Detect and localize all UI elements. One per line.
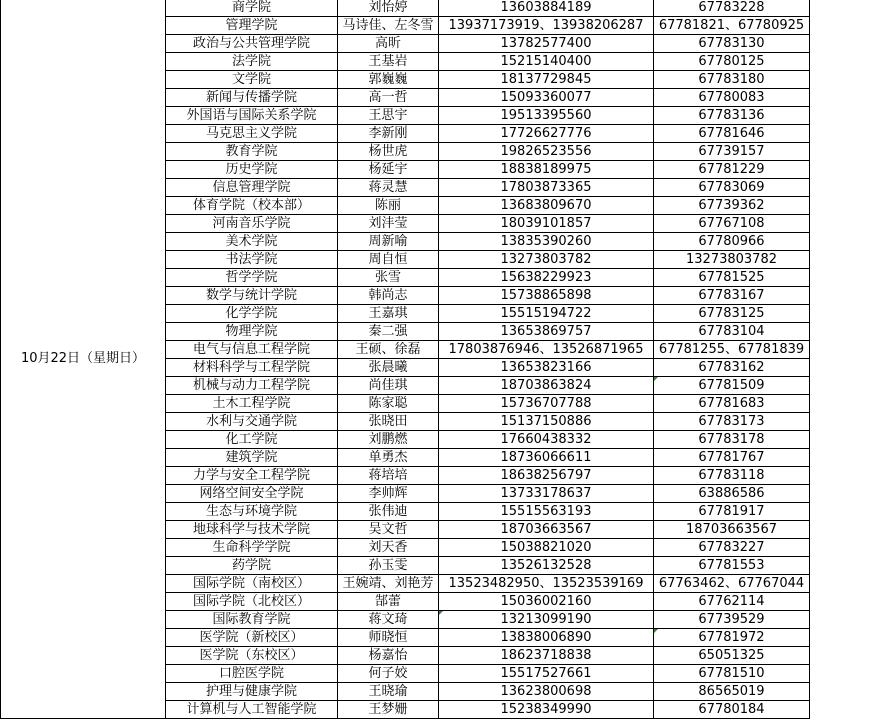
mobile-cell[interactable]: 18638256797 (439, 467, 654, 485)
contact-cell[interactable]: 陈丽 (338, 197, 439, 215)
office-phone-cell[interactable]: 67783118 (654, 467, 810, 485)
college-cell[interactable]: 材料科学与工程学院 (166, 359, 338, 377)
office-phone-cell[interactable]: 67739157 (654, 143, 810, 161)
mobile-cell[interactable]: 13653869757 (439, 323, 654, 341)
office-phone-cell[interactable]: 67781553 (654, 557, 810, 575)
office-phone-cell[interactable]: 67783227 (654, 539, 810, 557)
office-phone-cell[interactable]: 67783136 (654, 107, 810, 125)
college-cell[interactable]: 外国语与国际关系学院 (166, 107, 338, 125)
office-phone-cell[interactable]: 63886586 (654, 485, 810, 503)
office-phone-cell[interactable]: 67783069 (654, 179, 810, 197)
office-phone-cell[interactable]: 67739529 (654, 611, 810, 629)
mobile-cell[interactable]: 15736707788 (439, 395, 654, 413)
office-phone-cell[interactable]: 67767108 (654, 215, 810, 233)
college-cell[interactable]: 体育学院（校本部） (166, 197, 338, 215)
office-phone-cell[interactable]: 67780083 (654, 89, 810, 107)
contact-cell[interactable]: 孙玉雯 (338, 557, 439, 575)
mobile-cell[interactable]: 15093360077 (439, 89, 654, 107)
office-phone-cell[interactable]: 67781509 (654, 377, 810, 395)
contact-cell[interactable]: 周自恒 (338, 251, 439, 269)
mobile-cell[interactable]: 18838189975 (439, 161, 654, 179)
contact-cell[interactable]: 郭巍巍 (338, 71, 439, 89)
date-cell[interactable]: 10月22日（星期日） (1, 0, 166, 719)
mobile-cell[interactable]: 17726627776 (439, 125, 654, 143)
mobile-cell[interactable]: 13782577400 (439, 35, 654, 53)
contact-cell[interactable]: 韩尚志 (338, 287, 439, 305)
contact-cell[interactable]: 王思宇 (338, 107, 439, 125)
office-phone-cell[interactable]: 13273803782 (654, 251, 810, 269)
college-cell[interactable]: 水利与交通学院 (166, 413, 338, 431)
office-phone-cell[interactable]: 67781972 (654, 629, 810, 647)
college-cell[interactable]: 书法学院 (166, 251, 338, 269)
college-cell[interactable]: 数学与统计学院 (166, 287, 338, 305)
college-cell[interactable]: 国际教育学院 (166, 611, 338, 629)
college-cell[interactable]: 计算机与人工智能学院 (166, 701, 338, 719)
college-cell[interactable]: 国际学院（北校区） (166, 593, 338, 611)
mobile-cell[interactable]: 15638229923 (439, 269, 654, 287)
contact-cell[interactable]: 刘天香 (338, 539, 439, 557)
contact-cell[interactable]: 张晨曦 (338, 359, 439, 377)
contact-cell[interactable]: 张晓田 (338, 413, 439, 431)
contact-cell[interactable]: 张雪 (338, 269, 439, 287)
college-cell[interactable]: 新闻与传播学院 (166, 89, 338, 107)
office-phone-cell[interactable]: 67783173 (654, 413, 810, 431)
college-cell[interactable]: 河南音乐学院 (166, 215, 338, 233)
contact-cell[interactable]: 刘鹏燃 (338, 431, 439, 449)
contact-cell[interactable]: 吴文哲 (338, 521, 439, 539)
mobile-cell[interactable]: 13523482950、13523539169 (439, 575, 654, 593)
college-cell[interactable]: 商学院 (166, 0, 338, 17)
mobile-cell[interactable]: 15036002160 (439, 593, 654, 611)
contact-cell[interactable]: 师晓恒 (338, 629, 439, 647)
contact-cell[interactable]: 高一哲 (338, 89, 439, 107)
college-cell[interactable]: 网络空间安全学院 (166, 485, 338, 503)
contact-cell[interactable]: 杨嘉怡 (338, 647, 439, 665)
college-cell[interactable]: 医学院（东校区） (166, 647, 338, 665)
college-cell[interactable]: 教育学院 (166, 143, 338, 161)
college-cell[interactable]: 美术学院 (166, 233, 338, 251)
mobile-cell[interactable]: 17803876946、13526871965 (439, 341, 654, 359)
college-cell[interactable]: 地球科学与技术学院 (166, 521, 338, 539)
table-row (1, 0, 810, 17)
college-cell[interactable]: 生命科学学院 (166, 539, 338, 557)
mobile-cell[interactable]: 13937173919、13938206287 (439, 17, 654, 35)
college-cell[interactable]: 国际学院（南校区） (166, 575, 338, 593)
mobile-cell[interactable]: 15038821020 (439, 539, 654, 557)
contact-cell[interactable]: 王基岩 (338, 53, 439, 71)
office-phone-cell[interactable]: 65051325 (654, 647, 810, 665)
contact-cell[interactable]: 张伟迪 (338, 503, 439, 521)
mobile-cell[interactable]: 13733178637 (439, 485, 654, 503)
contact-cell[interactable]: 李帅辉 (338, 485, 439, 503)
office-phone-cell[interactable]: 67783162 (654, 359, 810, 377)
college-cell[interactable]: 物理学院 (166, 323, 338, 341)
mobile-cell[interactable]: 18137729845 (439, 71, 654, 89)
contact-cell[interactable]: 刘怡婷 (338, 0, 439, 17)
office-phone-cell[interactable]: 67783125 (654, 305, 810, 323)
contact-cell[interactable]: 王嘉琪 (338, 305, 439, 323)
contact-cell[interactable]: 王梦姗 (338, 701, 439, 719)
contact-cell[interactable]: 马诗佳、左冬雪 (338, 17, 439, 35)
office-phone-cell[interactable]: 67781646 (654, 125, 810, 143)
mobile-cell[interactable]: 13838006890 (439, 629, 654, 647)
contact-cell[interactable]: 郜蕾 (338, 593, 439, 611)
college-cell[interactable]: 管理学院 (166, 17, 338, 35)
college-cell[interactable]: 化工学院 (166, 431, 338, 449)
mobile-cell[interactable]: 13835390260 (439, 233, 654, 251)
office-phone-cell[interactable]: 67781525 (654, 269, 810, 287)
office-phone-cell[interactable]: 67781767 (654, 449, 810, 467)
office-phone-cell[interactable]: 67783178 (654, 431, 810, 449)
office-phone-cell[interactable]: 67780184 (654, 701, 810, 719)
office-phone-cell[interactable]: 67781510 (654, 665, 810, 683)
mobile-cell[interactable]: 17803873365 (439, 179, 654, 197)
office-phone-cell[interactable]: 86565019 (654, 683, 810, 701)
college-cell[interactable]: 化学学院 (166, 305, 338, 323)
office-phone-cell[interactable]: 67781821、67780925 (654, 17, 810, 35)
office-phone-cell[interactable]: 67783180 (654, 71, 810, 89)
mobile-cell[interactable]: 15238349990 (439, 701, 654, 719)
contact-cell[interactable]: 蒋培培 (338, 467, 439, 485)
office-phone-cell[interactable]: 67781255、67781839 (654, 341, 810, 359)
mobile-cell[interactable]: 13653823166 (439, 359, 654, 377)
mobile-cell[interactable]: 15738865898 (439, 287, 654, 305)
mobile-cell[interactable]: 13623800698 (439, 683, 654, 701)
contact-cell[interactable]: 蒋灵慧 (338, 179, 439, 197)
mobile-cell[interactable]: 18736066611 (439, 449, 654, 467)
college-cell[interactable]: 医学院（新校区） (166, 629, 338, 647)
college-cell[interactable]: 药学院 (166, 557, 338, 575)
mobile-cell[interactable]: 18703663567 (439, 521, 654, 539)
office-phone-cell[interactable]: 67783130 (654, 35, 810, 53)
contact-cell[interactable]: 杨世虎 (338, 143, 439, 161)
contact-cell[interactable]: 刘沣莹 (338, 215, 439, 233)
office-phone-cell[interactable]: 18703663567 (654, 521, 810, 539)
mobile-cell[interactable]: 15137150886 (439, 413, 654, 431)
contact-cell[interactable]: 王晓瑜 (338, 683, 439, 701)
mobile-cell[interactable]: 13273803782 (439, 251, 654, 269)
office-phone-cell[interactable]: 67739362 (654, 197, 810, 215)
mobile-cell[interactable]: 15515563193 (439, 503, 654, 521)
office-phone-cell[interactable]: 67783167 (654, 287, 810, 305)
college-cell[interactable]: 建筑学院 (166, 449, 338, 467)
college-cell[interactable]: 政治与公共管理学院 (166, 35, 338, 53)
college-cell[interactable]: 口腔医学院 (166, 665, 338, 683)
college-cell[interactable]: 机械与动力工程学院 (166, 377, 338, 395)
mobile-cell[interactable]: 13603884189 (439, 0, 654, 17)
office-phone-cell[interactable]: 67783104 (654, 323, 810, 341)
mobile-cell[interactable]: 15517527661 (439, 665, 654, 683)
college-cell[interactable]: 生态与环境学院 (166, 503, 338, 521)
college-cell[interactable]: 马克思主义学院 (166, 125, 338, 143)
contact-cell[interactable]: 王婉靖、刘艳芳 (338, 575, 439, 593)
contact-cell[interactable]: 尚佳琪 (338, 377, 439, 395)
office-phone-cell[interactable]: 67780966 (654, 233, 810, 251)
mobile-cell[interactable]: 13683809670 (439, 197, 654, 215)
college-cell[interactable]: 信息管理学院 (166, 179, 338, 197)
contact-cell[interactable]: 何子姣 (338, 665, 439, 683)
mobile-cell[interactable]: 18703863824 (439, 377, 654, 395)
office-phone-cell[interactable]: 67762114 (654, 593, 810, 611)
mobile-cell[interactable]: 18039101857 (439, 215, 654, 233)
college-cell[interactable]: 力学与安全工程学院 (166, 467, 338, 485)
office-phone-cell[interactable]: 67780125 (654, 53, 810, 71)
mobile-cell[interactable]: 17660438332 (439, 431, 654, 449)
contact-cell[interactable]: 秦二强 (338, 323, 439, 341)
college-cell[interactable]: 土木工程学院 (166, 395, 338, 413)
college-cell[interactable]: 哲学学院 (166, 269, 338, 287)
contact-cell[interactable]: 陈家聪 (338, 395, 439, 413)
mobile-cell[interactable]: 19826523556 (439, 143, 654, 161)
contact-cell[interactable]: 王硕、徐磊 (338, 341, 439, 359)
college-cell[interactable]: 法学院 (166, 53, 338, 71)
table-body (1, 0, 810, 719)
office-phone-cell[interactable]: 67781229 (654, 161, 810, 179)
mobile-cell[interactable]: 13526132528 (439, 557, 654, 575)
mobile-cell[interactable]: 15515194722 (439, 305, 654, 323)
contact-cell[interactable]: 高昕 (338, 35, 439, 53)
college-cell[interactable]: 文学院 (166, 71, 338, 89)
office-phone-cell[interactable]: 67783228 (654, 0, 810, 17)
contact-cell[interactable]: 周新喻 (338, 233, 439, 251)
college-cell[interactable]: 电气与信息工程学院 (166, 341, 338, 359)
office-phone-cell[interactable]: 67781683 (654, 395, 810, 413)
college-cell[interactable]: 护理与健康学院 (166, 683, 338, 701)
mobile-cell[interactable]: 15215140400 (439, 53, 654, 71)
contact-cell[interactable]: 杨延宇 (338, 161, 439, 179)
mobile-cell[interactable]: 13213099190 (439, 611, 654, 629)
contact-cell[interactable]: 单勇杰 (338, 449, 439, 467)
college-cell[interactable]: 历史学院 (166, 161, 338, 179)
contact-cell[interactable]: 蒋文琦 (338, 611, 439, 629)
mobile-cell[interactable]: 19513395560 (439, 107, 654, 125)
contact-cell[interactable]: 李新刚 (338, 125, 439, 143)
mobile-cell[interactable]: 18623718838 (439, 647, 654, 665)
office-phone-cell[interactable]: 67781917 (654, 503, 810, 521)
office-phone-cell[interactable]: 67763462、67767044 (654, 575, 810, 593)
